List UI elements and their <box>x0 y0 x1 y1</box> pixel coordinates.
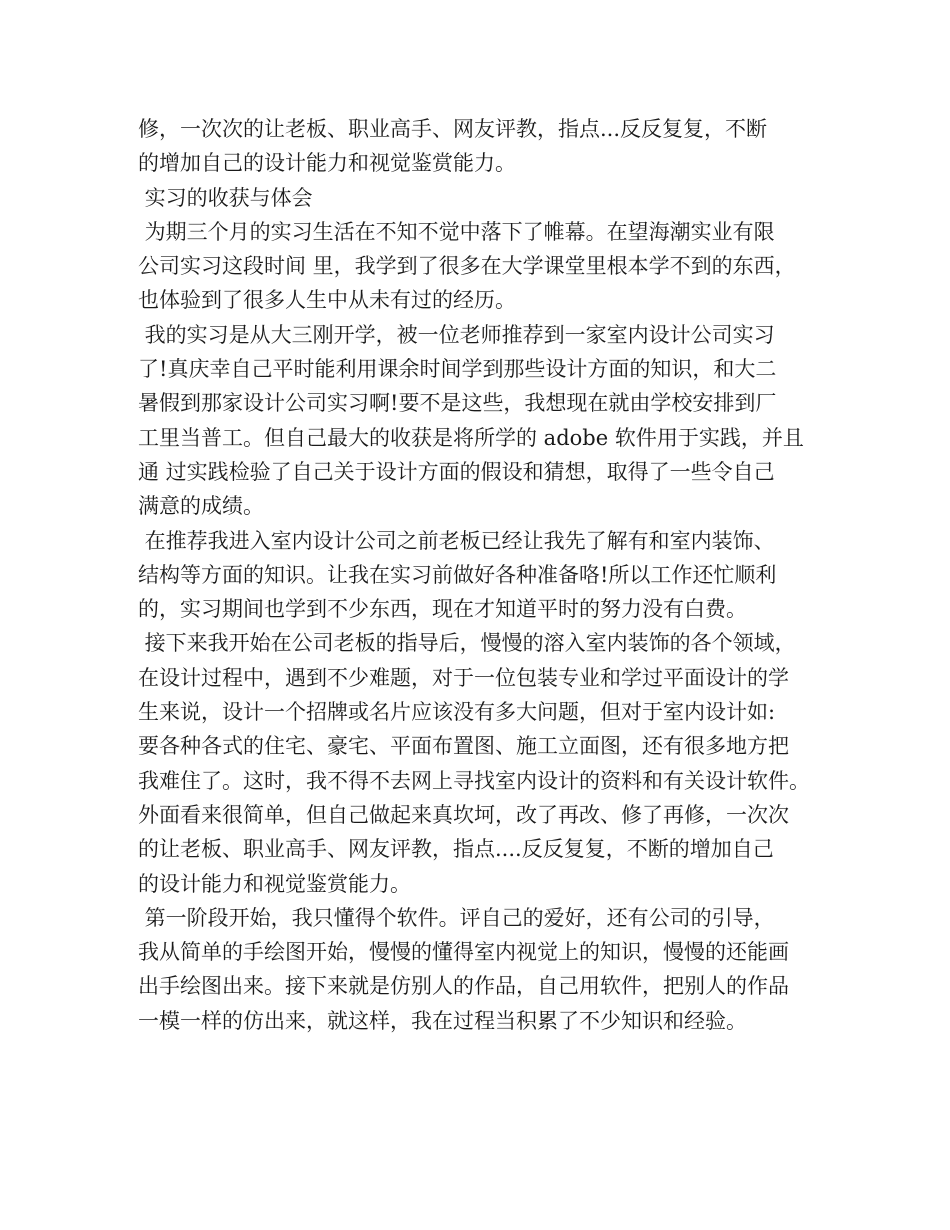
text-line: 的设计能力和视觉鉴赏能力。 <box>138 871 411 896</box>
text-line: 我的实习是从大三刚开学，被一位老师推荐到一家室内设计公司实习 <box>138 322 775 347</box>
text-line: 了!真庆幸自己平时能利用课余时间学到那些设计方面的知识，和大二 <box>138 357 777 382</box>
text-line: 的增加自己的设计能力和视觉鉴赏能力。 <box>138 151 516 176</box>
text-line: 实习的收获与体会 <box>138 185 313 210</box>
text-line: 通 过实践检验了自己关于设计方面的假设和猜想，取得了一些令自己 <box>138 459 775 484</box>
text-line: 出手绘图出来。接下来就是仿别人的作品，自己用软件，把别人的作品 <box>138 974 789 999</box>
text-line: 也体验到了很多人生中从未有过的经历。 <box>138 288 516 313</box>
text-line: 生来说，设计一个招牌或名片应该没有多大问题，但对于室内设计如: <box>138 700 776 725</box>
text-line: 满意的成绩。 <box>138 494 264 519</box>
text-line: 在推荐我进入室内设计公司之前老板已经让我先了解有和室内装饰、 <box>138 528 775 553</box>
text-line: 暑假到那家设计公司实习啊!要不是这些，我想现在就由学校安排到厂 <box>138 391 777 416</box>
document-body <box>138 112 838 1038</box>
text-line: 的，实习期间也学到不少东西，现在才知道平时的努力没有白费。 <box>138 597 747 622</box>
text-line: 工里当普工。但自己最大的收获是将所学的 adobe 软件用于实践，并且 <box>138 425 804 450</box>
text-line: 结构等方面的知识。让我在实习前做好各种准备咯!所以工作还忙顺利 <box>138 562 777 587</box>
text-line: 的让老板、职业高手、网友评教，指点....反反复复，不断的增加自己 <box>138 837 774 862</box>
text-line: 接下来我开始在公司老板的指导后，慢慢的溶入室内装饰的各个领域， <box>138 631 796 656</box>
text-line: 修，一次次的让老板、职业高手、网友评教，指点...反反复复，不断 <box>138 117 768 141</box>
text-line: 外面看来很简单，但自己做起来真坎坷，改了再改、修了再修，一次次 <box>138 802 789 827</box>
text-line: 要各种各式的住宅、豪宅、平面布置图、施工立面图，还有很多地方把 <box>138 734 789 759</box>
text-line: 为期三个月的实习生活在不知不觉中落下了帷幕。在望海潮实业有限 <box>138 219 775 244</box>
text-line: 我难住了。这时，我不得不去网上寻找室内设计的资料和有关设计软件。 <box>138 768 810 793</box>
text-line: 一模一样的仿出来，就这样，我在过程当积累了不少知识和经验。 <box>138 1008 747 1033</box>
text-line: 在设计过程中，遇到不少难题，对于一位包装专业和学过平面设计的学 <box>138 665 789 690</box>
text-line: 公司实习这段时间 里，我学到了很多在大学课堂里根本学不到的东西， <box>138 254 796 279</box>
text-line: 我从简单的手绘图开始，慢慢的懂得室内视觉上的知识，慢慢的还能画 <box>138 940 789 965</box>
text-line: 第一阶段开始，我只懂得个软件。评自己的爱好，还有公司的引导， <box>138 905 775 930</box>
